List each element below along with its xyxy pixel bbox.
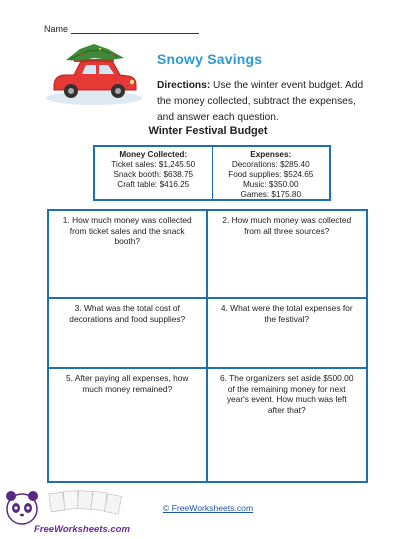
collected-item: Craft table: $416.25	[117, 180, 190, 189]
question-6[interactable]: 6. The organizers set aside $500.00 of the remaining money for next year's event. How much was left after that?	[220, 373, 354, 415]
footer-link[interactable]: © FreeWorksheets.com	[162, 503, 254, 513]
collected-item: Snack booth: $638.75	[113, 170, 194, 179]
question-2[interactable]: 2. How much money was collected from all three sources?	[208, 211, 367, 299]
question-3[interactable]: 3. What was the total cost of decorations and food supplies?	[49, 299, 208, 369]
expense-item: Food supplies: $524.65	[228, 170, 314, 179]
snow-ground	[46, 91, 142, 105]
collected-item: Ticket sales: $1,245.50	[111, 160, 196, 169]
question-1[interactable]: 1. How much money was collected from ticket sales and the snack booth?	[49, 211, 208, 299]
directions-label: Directions:	[157, 80, 211, 91]
logo-text: FreeWorksheets.com	[34, 524, 130, 535]
name-row	[44, 24, 199, 34]
budget-table	[93, 145, 331, 201]
car-with-tree-illustration	[44, 40, 144, 106]
expense-item: Music: $350.00	[242, 180, 299, 189]
money-collected-heading: Money Collected:	[119, 150, 188, 159]
name-line[interactable]	[71, 24, 199, 34]
directions	[157, 78, 373, 126]
expenses-heading: Expenses:	[250, 150, 292, 159]
question-4[interactable]: 4. What were the total expenses for the festival?	[208, 299, 367, 369]
expenses-column	[212, 147, 330, 199]
tree-icon	[66, 44, 124, 61]
expense-item: Games: $175.80	[240, 190, 302, 199]
question-grid	[47, 209, 368, 483]
budget-title: Winter Festival Budget	[148, 125, 268, 137]
name-label: Name	[44, 24, 69, 34]
worksheet-title: Snowy Savings	[157, 51, 263, 67]
money-collected-column	[95, 147, 212, 199]
question-5[interactable]: 5. After paying all expenses, how much money remained?	[49, 369, 208, 481]
directions-text: Use the winter event budget. Add the money collected, subtract the expenses, and answer each question.	[157, 80, 364, 123]
expense-item: Decorations: $285.40	[231, 160, 310, 169]
